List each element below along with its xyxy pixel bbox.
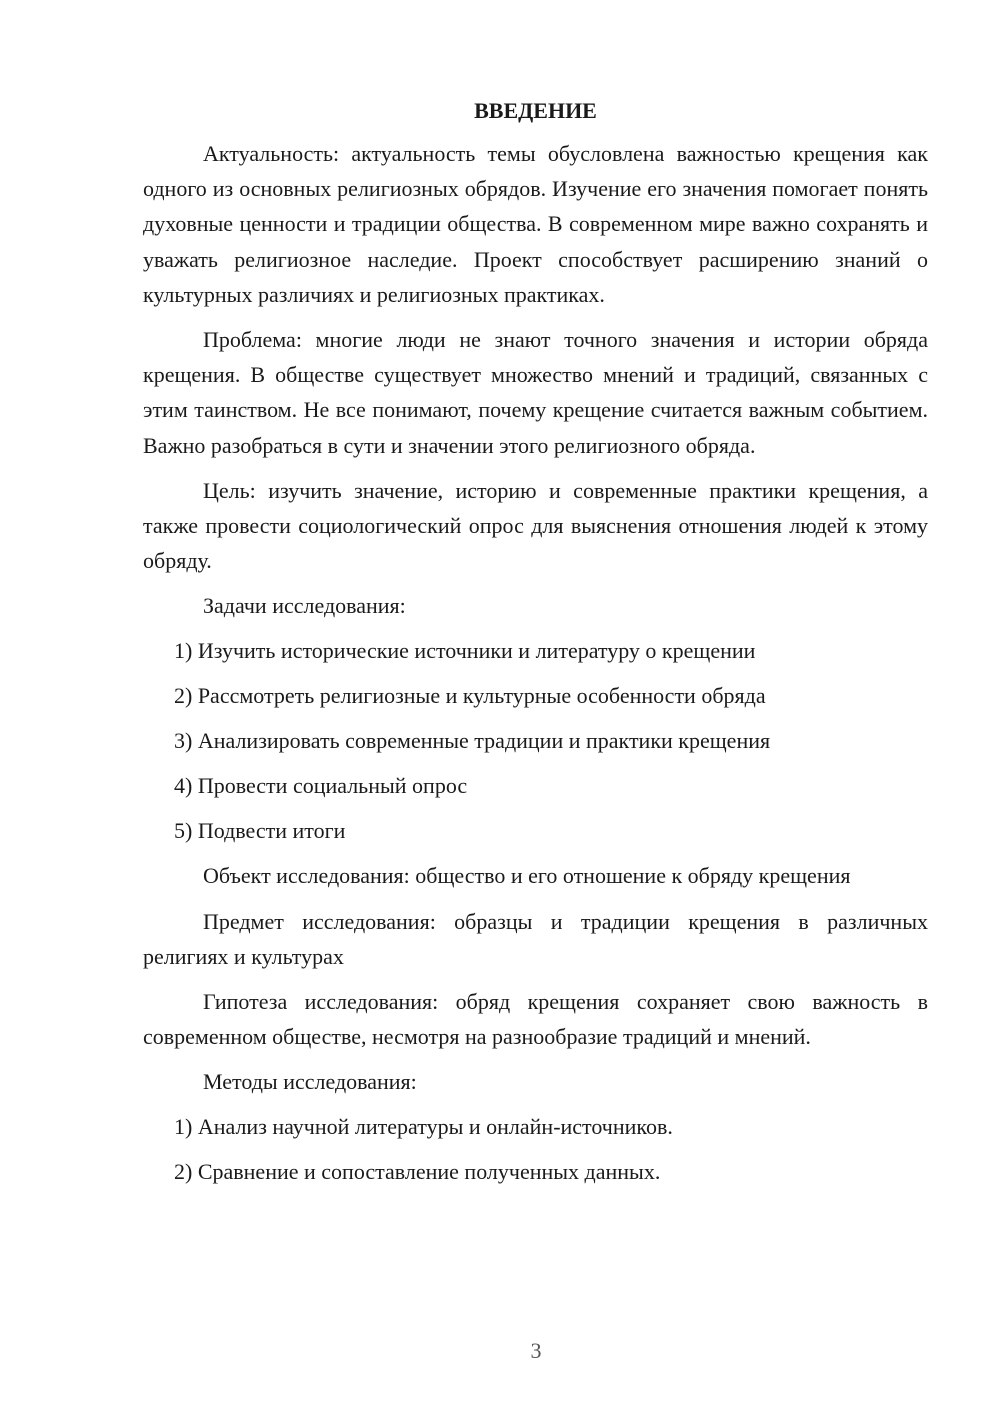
tasks-heading: Задачи исследования: (203, 593, 406, 619)
paragraph-subject: Предмет исследования: образцы и традиции крещения в различных религиях и культурах (143, 908, 928, 969)
paragraph-relevance: Актуальность: актуальность темы обусловлена важностью крещения как одного из основных религиозных обрядов. Изучение его значения помогает понять духовные ценности и традиции общества. В современном мире важно сохранять и уважать религиозное наследие. Проект способствует расширению знаний о культурных различиях и религиозных практиках. (143, 141, 928, 307)
task-item: 3) Анализировать современные традиции и практики крещения (174, 728, 771, 754)
page-title: ВВЕДЕНИЕ (474, 98, 597, 123)
paragraph-goal: Цель: изучить значение, историю и современные практики крещения, а также провести социологический опрос для выяснения отношения людей к этому обряду. (143, 477, 928, 574)
page-number: 3 (530, 1338, 542, 1363)
paragraph-problem: Проблема: многие люди не знают точного значения и истории обряда крещения. В обществе существует множество мнений и традиций, связанных с этим таинством. Не все понимают, почему крещение считается важным событием. Важно разобраться в сути и значении этого религиозного обряда. (143, 327, 928, 458)
paragraph-hypothesis: Гипотеза исследования: обряд крещения сохраняет свою важность в современном обществе, несмотря на разнообразие традиций и мнений. (143, 989, 928, 1050)
task-item: 4) Провести социальный опрос (174, 773, 468, 799)
method-item: 2) Сравнение и сопоставление полученных данных. (174, 1159, 661, 1185)
page-content (143, 96, 928, 1199)
task-item: 2) Рассмотреть религиозные и культурные особенности обряда (174, 683, 766, 709)
methods-heading: Методы исследования: (203, 1069, 417, 1095)
paragraph-object: Объект исследования: общество и его отношение к обряду крещения (203, 863, 851, 889)
method-item: 1) Анализ научной литературы и онлайн-источников. (174, 1114, 673, 1140)
task-item: 5) Подвести итоги (174, 818, 346, 844)
task-item: 1) Изучить исторические источники и литературу о крещении (174, 638, 756, 664)
